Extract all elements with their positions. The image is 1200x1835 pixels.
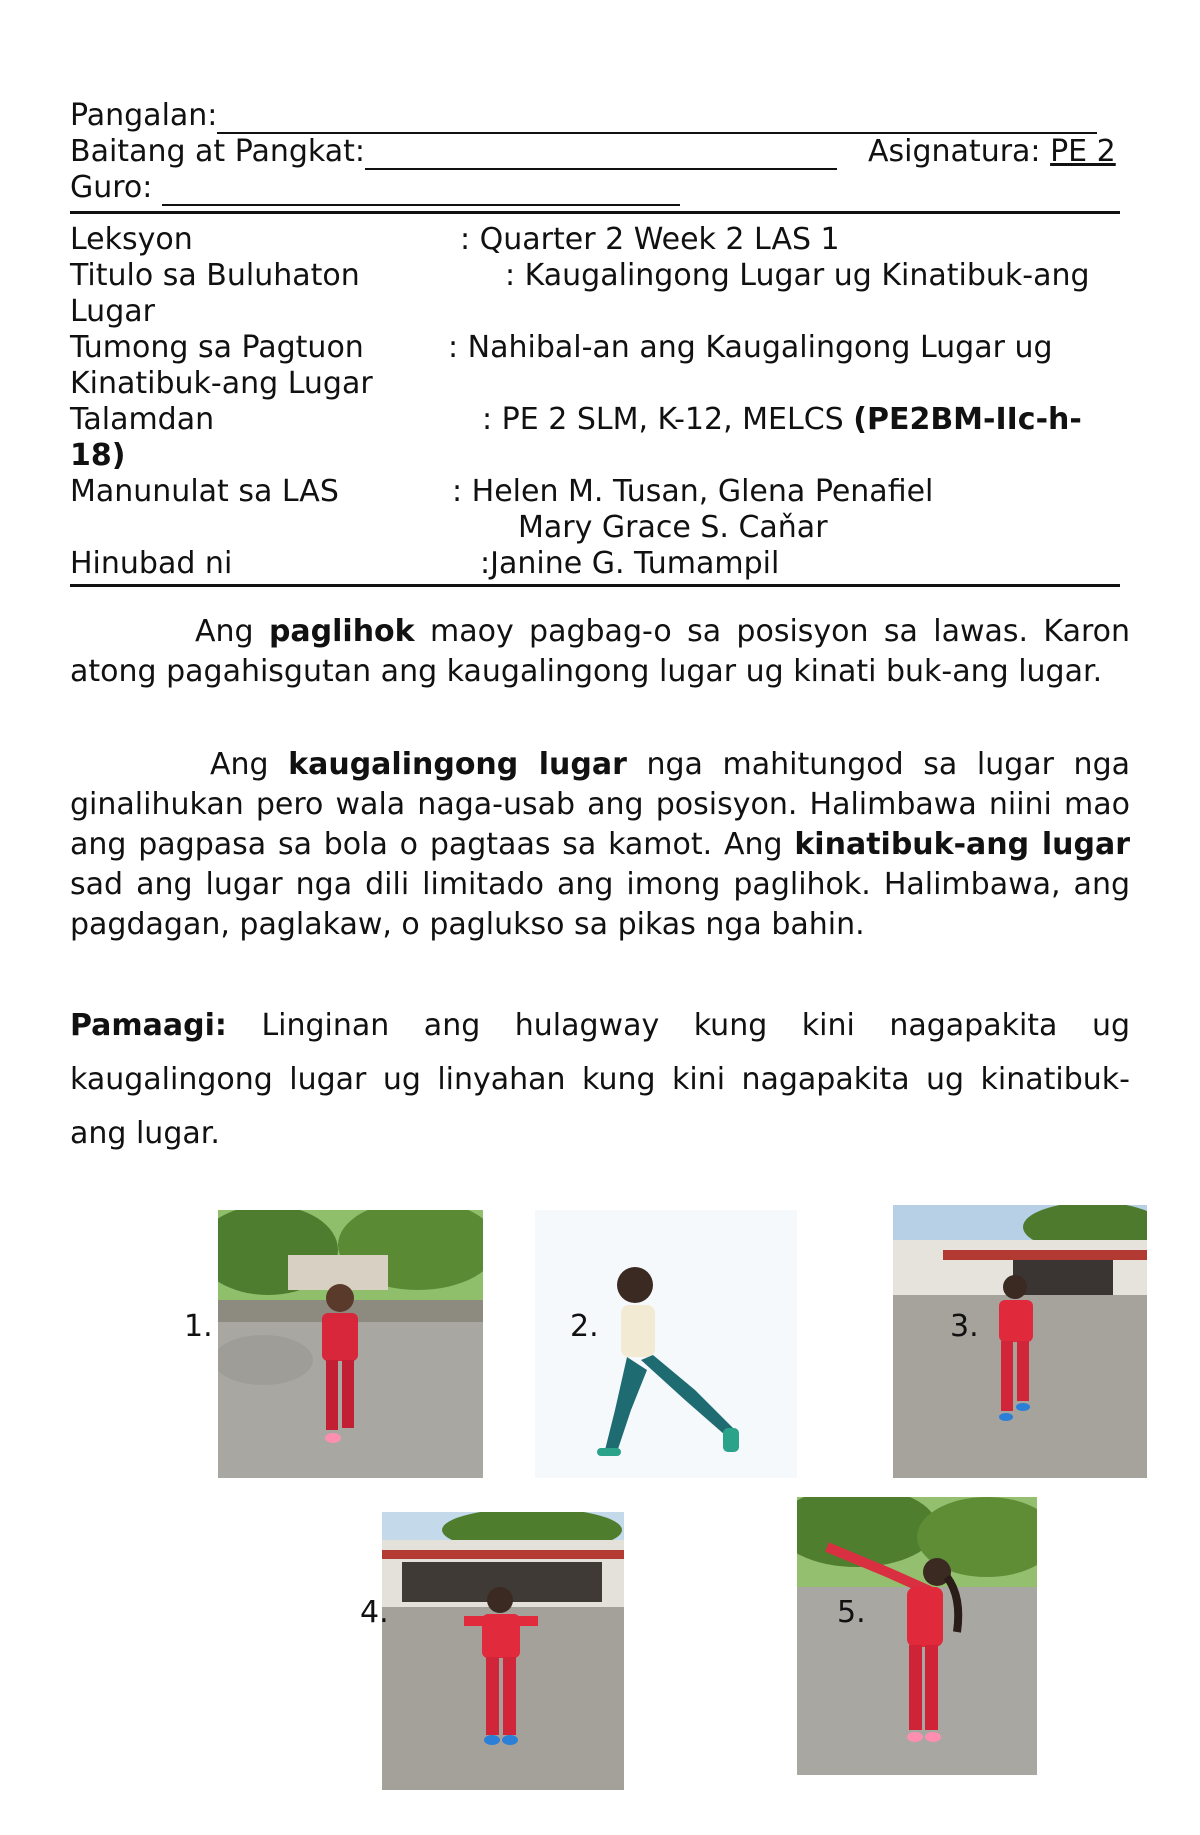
pangalan-label: Pangalan:	[70, 98, 218, 133]
photo-1-number: 1.	[184, 1309, 213, 1344]
p2-text-c: sad ang lugar nga dili limitado ang imong paglihok. Halimbawa, ang pagdagan, paglakaw, o paglukso sa pikas nga bahin.	[70, 867, 1130, 942]
p1-text-a: Ang	[195, 614, 269, 649]
manunulat-value: : Helen M. Tusan, Glena Penafiel	[452, 474, 934, 509]
p2-term-kaugalingong: kaugalingong lugar	[288, 747, 627, 782]
header-rule-top	[70, 211, 1120, 214]
photo-4-number: 4.	[360, 1595, 389, 1630]
manunulat-cont: Mary Grace S. Caňar	[518, 510, 828, 545]
pamaagi-instruction: Linginan ang hulagway kung kini nagapakita ug kaugalingong lugar ug linyahan kung kini nagapakita ug kinatibuk-ang lugar.	[70, 1008, 1130, 1151]
talamdan-row	[482, 402, 1082, 438]
baitang-label: Baitang at Pangkat:	[70, 134, 366, 169]
photo-3-image	[893, 1205, 1147, 1478]
leksyon-label: Leksyon	[70, 222, 193, 257]
photo-3[interactable]	[893, 1205, 1147, 1478]
paragraph-pamaagi	[70, 999, 1130, 1161]
header-rule-bottom	[70, 584, 1120, 587]
photo-5-number: 5.	[837, 1595, 866, 1630]
talamdan-code: (PE2BM-IIc-h-	[853, 402, 1082, 437]
talamdan-label: Talamdan	[70, 402, 215, 437]
leksyon-value: : Quarter 2 Week 2 LAS 1	[460, 222, 840, 257]
p2-term-kinatibuk: kinatibuk-ang lugar	[794, 827, 1130, 862]
hinubad-value: :Janine G. Tumampil	[480, 546, 780, 581]
tumong-value: : Nahibal-an ang Kaugalingong Lugar ug	[448, 330, 1053, 365]
paragraph-lugar	[70, 745, 1130, 945]
asignatura-row	[868, 134, 1116, 170]
asignatura-label: Asignatura:	[868, 134, 1041, 169]
pamaagi-label: Pamaagi:	[70, 1008, 227, 1043]
hinubad-label: Hinubad ni	[70, 546, 233, 581]
titulo-label: Titulo sa Buluhaton	[70, 258, 360, 293]
talamdan-cont: 18)	[70, 438, 126, 473]
p1-text-b: maoy pagbag-o sa posisyon sa lawas. Karon atong pagahisgutan ang kaugalingong lugar ug kinati buk-ang lugar.	[70, 614, 1130, 689]
talamdan-value: : PE 2 SLM, K-12, MELCS	[482, 402, 854, 437]
pangalan-row	[70, 98, 1097, 134]
photo-1-image	[218, 1210, 483, 1478]
guro-row	[70, 170, 680, 206]
titulo-value: : Kaugalingong Lugar ug Kinatibuk-ang	[505, 258, 1090, 293]
photo-2-image	[535, 1210, 797, 1478]
photo-1[interactable]	[218, 1210, 483, 1478]
photo-5-image	[797, 1497, 1037, 1775]
p1-term: paglihok	[268, 614, 415, 649]
p2-text-b: nga mahitungod sa lugar nga ginalihukan pero wala naga-usab ang posisyon. Halimbawa niini mao ang pagpasa sa bola o pagtaas sa kamot. Ang	[70, 747, 1130, 862]
manunulat-label: Manunulat sa LAS	[70, 474, 339, 509]
guro-blank[interactable]	[162, 204, 680, 206]
tumong-label: Tumong sa Pagtuon	[70, 330, 364, 365]
photo-4-image	[382, 1512, 624, 1790]
photo-4[interactable]	[382, 1512, 624, 1790]
photo-2-number: 2.	[570, 1309, 599, 1344]
asignatura-value: PE 2	[1050, 134, 1116, 169]
paragraph-paglihok	[70, 612, 1130, 692]
photo-5[interactable]	[797, 1497, 1037, 1775]
photo-2[interactable]	[535, 1210, 797, 1478]
tumong-cont: Kinatibuk-ang Lugar	[70, 366, 373, 401]
baitang-row	[70, 134, 837, 170]
p2-text-a: Ang	[210, 747, 289, 782]
guro-label: Guro:	[70, 170, 153, 205]
photo-3-number: 3.	[950, 1309, 979, 1344]
titulo-cont: Lugar	[70, 294, 155, 329]
